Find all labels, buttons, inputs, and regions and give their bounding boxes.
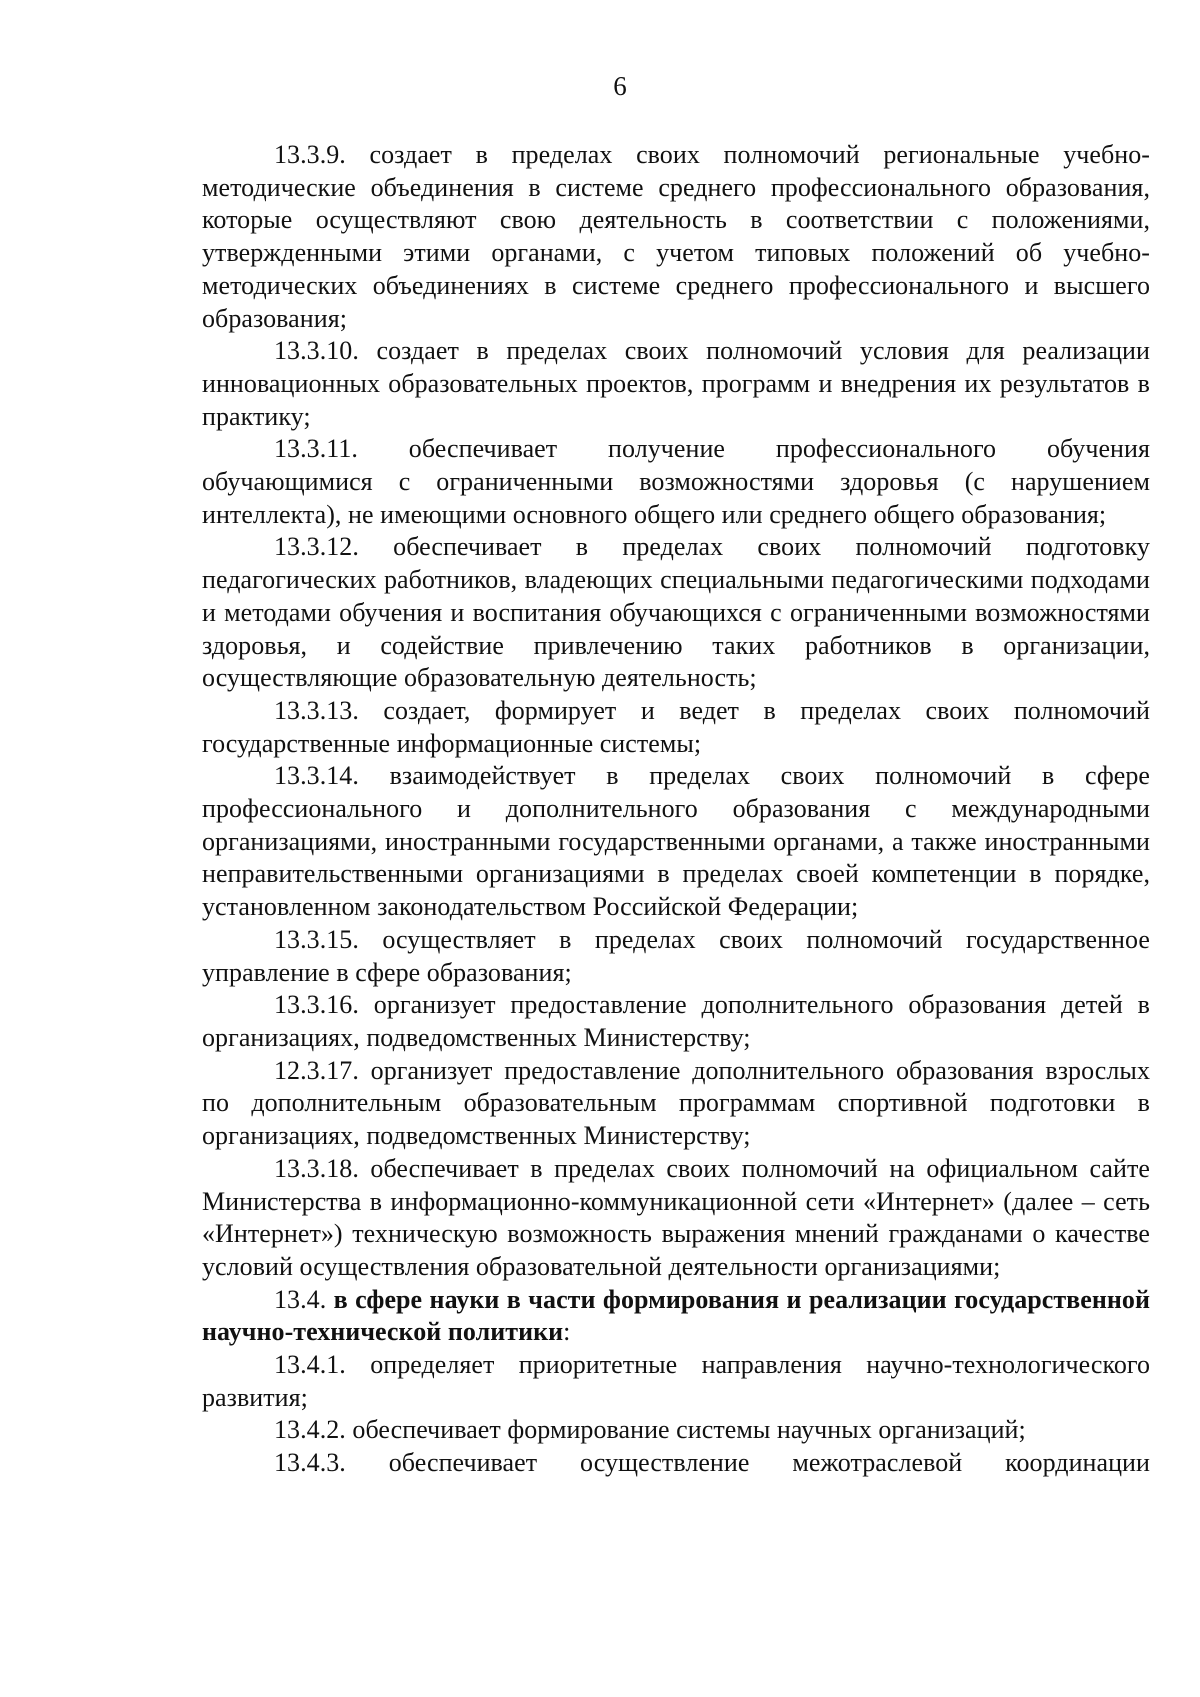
clause-text: обеспечивает в пределах своих полномочий подготовку педагогических работников, владеющих специальными педагогическими подходами и методами обучения и воспитания обучающихся с ограниченными возможностями здоровья, и содействие привлечению таких работников в организации, осуществляющие образовательную деятельность; bbox=[202, 532, 1150, 693]
paragraph-13-3-18 bbox=[202, 1153, 1150, 1284]
clause-text: обеспечивает получение профессионального обучения обучающимися с ограниченными возможностями здоровья (с нарушением интеллекта), не имеющими основного общего или среднего общего образования; bbox=[202, 434, 1150, 529]
paragraph-13-3-13 bbox=[202, 695, 1150, 760]
clause-text: взаимодействует в пределах своих полномочий в сфере профессионального и дополнительного образования с международными организациями, иностранными государственными органами, а также иностранными неправительственными организациями в пределах своей компетенции в порядке, установленном законодательством Российской Федерации; bbox=[202, 761, 1150, 922]
clause-text: определяет приоритетные направления научно-технологического развития; bbox=[202, 1350, 1150, 1412]
paragraph-13-3-15 bbox=[202, 924, 1150, 989]
clause-text: осуществляет в пределах своих полномочий государственное управление в сфере образования; bbox=[202, 924, 1150, 987]
clause-text: создает в пределах своих полномочий условия для реализации инновационных образовательных проектов, программ и внедрения их результатов в практику; bbox=[202, 336, 1150, 431]
clause-text: обеспечивает в пределах своих полномочий на официальном сайте Министерства в информационно-коммуникационной сети «Интернет» (далее – сеть «Интернет») техническую возможность выражения мнений гражданами о качестве условий осуществления образовательной деятельности организациями; bbox=[202, 1153, 1150, 1281]
paragraph-12-3-17 bbox=[202, 1055, 1150, 1153]
clause-number: 13.4.3. bbox=[274, 1448, 346, 1478]
paragraph-13-3-14 bbox=[202, 760, 1150, 924]
clause-number: 13.4.1. bbox=[274, 1350, 346, 1380]
page-number: 6 bbox=[613, 71, 627, 101]
clause-text: организует предоставление дополнительного образования взрослых по дополнительным образовательным программам спортивной подготовки в организациях, подведомственных Министерству; bbox=[202, 1055, 1150, 1151]
clause-number: 13.3.9. bbox=[274, 140, 346, 169]
paragraph-13-3-16 bbox=[202, 989, 1150, 1054]
section-title: в сфере науки в части формирования и реализации государственной научно-технической политики bbox=[202, 1284, 1150, 1347]
paragraph-13-3-11 bbox=[202, 433, 1150, 531]
clause-number: 13.3.14. bbox=[274, 761, 359, 791]
paragraph-13-3-10 bbox=[202, 335, 1150, 433]
paragraph-13-3-9 bbox=[202, 139, 1150, 335]
clause-number: 13.3.11. bbox=[274, 434, 358, 464]
paragraph-13-4-1 bbox=[202, 1349, 1150, 1414]
clause-text: создает в пределах своих полномочий региональные учебно-методические объединения в системе среднего профессионального образования, которые осуществляют свою деятельность в соответствии с положениями, утвержденными этими органами, с учетом типовых положений об учебно-методических объединениях в системе среднего профессионального и высшего образования; bbox=[202, 140, 1150, 333]
clause-text: организует предоставление дополнительного образования детей в организациях, подведомственных Министерству; bbox=[202, 990, 1150, 1052]
paragraph-13-4-2 bbox=[202, 1414, 1150, 1447]
paragraph-13-4-3 bbox=[202, 1447, 1150, 1480]
clause-number: 13.3.10. bbox=[274, 336, 359, 366]
clause-number: 13.3.18. bbox=[274, 1153, 359, 1183]
section-colon: : bbox=[563, 1317, 571, 1347]
clause-number: 13.3.13. bbox=[274, 695, 359, 725]
clause-number: 12.3.17. bbox=[274, 1055, 359, 1085]
clause-number: 13.4.2. bbox=[274, 1415, 346, 1445]
clause-number: 13.3.15. bbox=[274, 924, 359, 954]
clause-text: обеспечивает осуществление межотраслевой координации bbox=[388, 1448, 1150, 1478]
section-heading-13-4 bbox=[202, 1284, 1150, 1349]
clause-number: 13.3.12. bbox=[274, 532, 359, 562]
clause-text: создает, формирует и ведет в пределах своих полномочий государственные информационные системы; bbox=[202, 695, 1150, 758]
section-number: 13.4. bbox=[274, 1284, 327, 1314]
clause-number: 13.3.16. bbox=[274, 990, 359, 1020]
document-body bbox=[202, 139, 1150, 1480]
clause-text: обеспечивает формирование системы научных организаций; bbox=[352, 1415, 1026, 1445]
paragraph-13-3-12 bbox=[202, 531, 1150, 695]
